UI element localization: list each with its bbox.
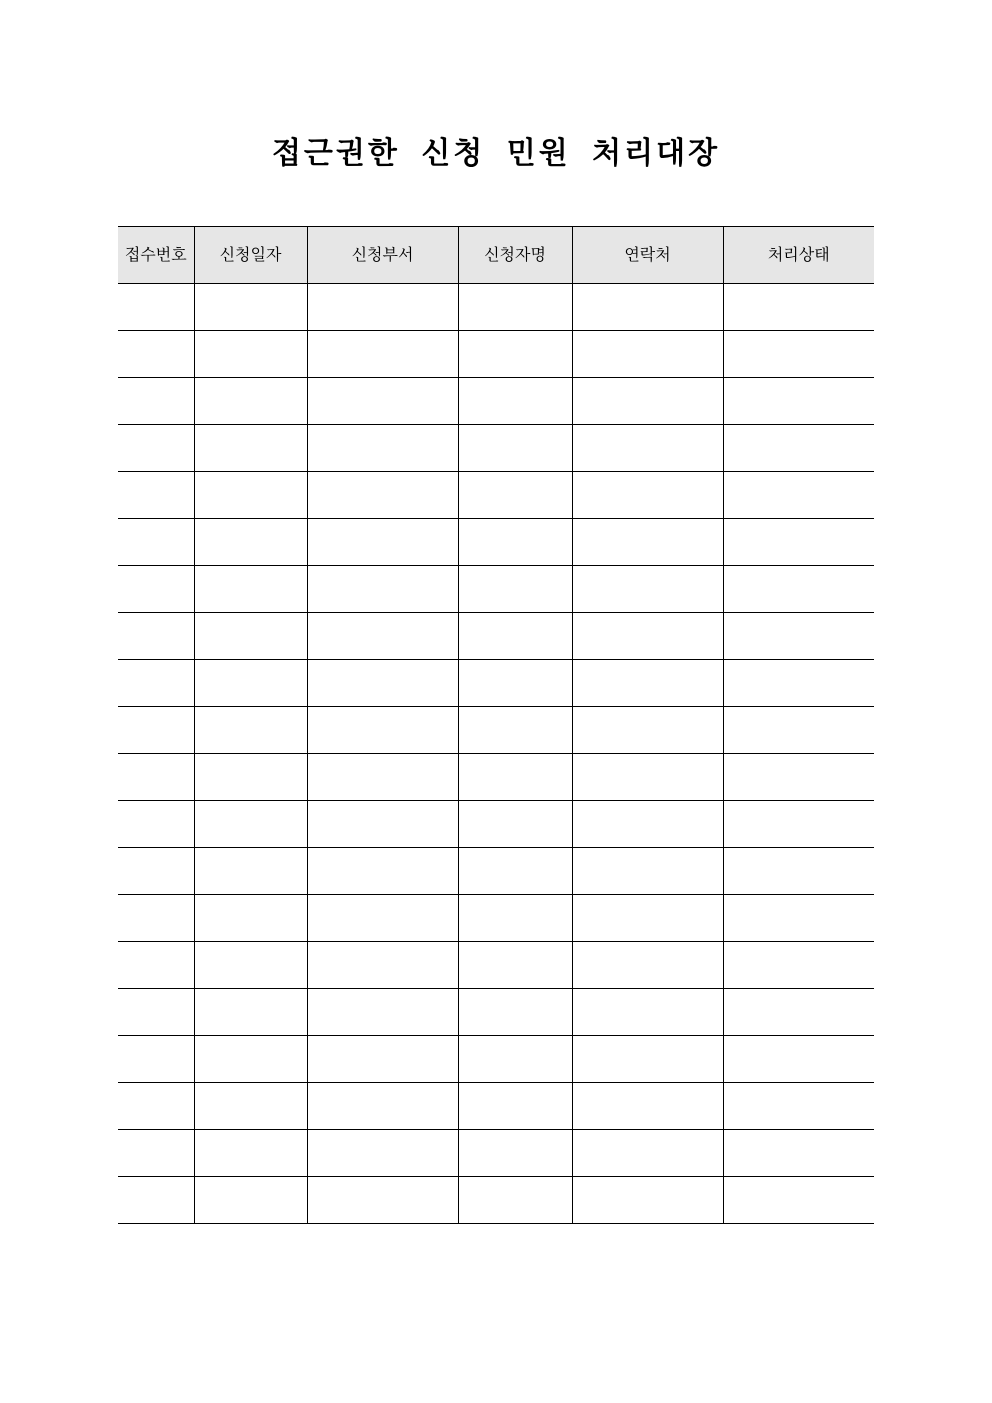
processing-status-cell[interactable] bbox=[723, 660, 874, 707]
requester-name-cell[interactable] bbox=[458, 895, 572, 942]
header-receipt-number: 접수번호 bbox=[118, 227, 194, 284]
table-row bbox=[118, 942, 874, 989]
processing-status-cell[interactable] bbox=[723, 895, 874, 942]
header-request-date: 신청일자 bbox=[194, 227, 307, 284]
request-date-cell[interactable] bbox=[194, 566, 307, 613]
table-row bbox=[118, 472, 874, 519]
request-department-cell[interactable] bbox=[307, 566, 458, 613]
request-date-cell[interactable] bbox=[194, 1036, 307, 1083]
requester-name-cell[interactable] bbox=[458, 1177, 572, 1224]
receipt-number-cell[interactable] bbox=[118, 1130, 194, 1177]
request-department-cell[interactable] bbox=[307, 613, 458, 660]
receipt-number-cell[interactable] bbox=[118, 613, 194, 660]
table-body bbox=[118, 284, 874, 1224]
requester-name-cell[interactable] bbox=[458, 284, 572, 331]
requester-name-cell[interactable] bbox=[458, 942, 572, 989]
request-department-cell[interactable] bbox=[307, 989, 458, 1036]
processing-status-cell[interactable] bbox=[723, 425, 874, 472]
table-row bbox=[118, 331, 874, 378]
contact-cell[interactable] bbox=[572, 331, 723, 378]
request-date-cell[interactable] bbox=[194, 754, 307, 801]
request-date-cell[interactable] bbox=[194, 1083, 307, 1130]
contact-cell[interactable] bbox=[572, 1036, 723, 1083]
request-department-cell[interactable] bbox=[307, 801, 458, 848]
processing-status-cell[interactable] bbox=[723, 331, 874, 378]
table-row bbox=[118, 566, 874, 613]
requester-name-cell[interactable] bbox=[458, 801, 572, 848]
request-department-cell[interactable] bbox=[307, 472, 458, 519]
header-contact: 연락처 bbox=[572, 227, 723, 284]
request-department-cell[interactable] bbox=[307, 848, 458, 895]
receipt-number-cell[interactable] bbox=[118, 331, 194, 378]
processing-status-cell[interactable] bbox=[723, 707, 874, 754]
contact-cell[interactable] bbox=[572, 1177, 723, 1224]
contact-cell[interactable] bbox=[572, 801, 723, 848]
table-row bbox=[118, 519, 874, 566]
requester-name-cell[interactable] bbox=[458, 989, 572, 1036]
receipt-number-cell[interactable] bbox=[118, 425, 194, 472]
receipt-number-cell[interactable] bbox=[118, 895, 194, 942]
requester-name-cell[interactable] bbox=[458, 566, 572, 613]
contact-cell[interactable] bbox=[572, 613, 723, 660]
processing-status-cell[interactable] bbox=[723, 472, 874, 519]
requester-name-cell[interactable] bbox=[458, 331, 572, 378]
processing-status-cell[interactable] bbox=[723, 942, 874, 989]
request-date-cell[interactable] bbox=[194, 378, 307, 425]
receipt-number-cell[interactable] bbox=[118, 660, 194, 707]
request-department-cell[interactable] bbox=[307, 1130, 458, 1177]
table-row bbox=[118, 613, 874, 660]
contact-cell[interactable] bbox=[572, 754, 723, 801]
requester-name-cell[interactable] bbox=[458, 1083, 572, 1130]
request-date-cell[interactable] bbox=[194, 801, 307, 848]
table-row bbox=[118, 284, 874, 331]
processing-status-cell[interactable] bbox=[723, 1177, 874, 1224]
contact-cell[interactable] bbox=[572, 378, 723, 425]
contact-cell[interactable] bbox=[572, 942, 723, 989]
processing-status-cell[interactable] bbox=[723, 566, 874, 613]
request-department-cell[interactable] bbox=[307, 284, 458, 331]
requester-name-cell[interactable] bbox=[458, 519, 572, 566]
request-date-cell[interactable] bbox=[194, 425, 307, 472]
contact-cell[interactable] bbox=[572, 566, 723, 613]
request-date-cell[interactable] bbox=[194, 519, 307, 566]
request-date-cell[interactable] bbox=[194, 707, 307, 754]
header-processing-status: 처리상태 bbox=[723, 227, 874, 284]
request-department-cell[interactable] bbox=[307, 331, 458, 378]
receipt-number-cell[interactable] bbox=[118, 284, 194, 331]
contact-cell[interactable] bbox=[572, 1130, 723, 1177]
request-department-cell[interactable] bbox=[307, 425, 458, 472]
receipt-number-cell[interactable] bbox=[118, 1177, 194, 1224]
table-row bbox=[118, 848, 874, 895]
table-row bbox=[118, 660, 874, 707]
request-date-cell[interactable] bbox=[194, 848, 307, 895]
request-department-cell[interactable] bbox=[307, 942, 458, 989]
processing-status-cell[interactable] bbox=[723, 989, 874, 1036]
request-date-cell[interactable] bbox=[194, 989, 307, 1036]
contact-cell[interactable] bbox=[572, 989, 723, 1036]
contact-cell[interactable] bbox=[572, 284, 723, 331]
page-title: 접근권한 신청 민원 처리대장 bbox=[271, 136, 721, 171]
access-request-ledger-table bbox=[118, 226, 874, 1224]
processing-status-cell[interactable] bbox=[723, 1036, 874, 1083]
processing-status-cell[interactable] bbox=[723, 519, 874, 566]
request-department-cell[interactable] bbox=[307, 1083, 458, 1130]
request-department-cell[interactable] bbox=[307, 1177, 458, 1224]
request-date-cell[interactable] bbox=[194, 660, 307, 707]
request-date-cell[interactable] bbox=[194, 895, 307, 942]
requester-name-cell[interactable] bbox=[458, 1130, 572, 1177]
processing-status-cell[interactable] bbox=[723, 1130, 874, 1177]
contact-cell[interactable] bbox=[572, 660, 723, 707]
table-header-row bbox=[118, 227, 874, 284]
table-row bbox=[118, 895, 874, 942]
receipt-number-cell[interactable] bbox=[118, 942, 194, 989]
request-date-cell[interactable] bbox=[194, 1177, 307, 1224]
table-row bbox=[118, 1130, 874, 1177]
processing-status-cell[interactable] bbox=[723, 754, 874, 801]
contact-cell[interactable] bbox=[572, 519, 723, 566]
request-date-cell[interactable] bbox=[194, 1130, 307, 1177]
requester-name-cell[interactable] bbox=[458, 707, 572, 754]
request-department-cell[interactable] bbox=[307, 660, 458, 707]
table-row bbox=[118, 1036, 874, 1083]
request-date-cell[interactable] bbox=[194, 942, 307, 989]
receipt-number-cell[interactable] bbox=[118, 754, 194, 801]
requester-name-cell[interactable] bbox=[458, 754, 572, 801]
processing-status-cell[interactable] bbox=[723, 378, 874, 425]
contact-cell[interactable] bbox=[572, 472, 723, 519]
receipt-number-cell[interactable] bbox=[118, 1036, 194, 1083]
request-department-cell[interactable] bbox=[307, 1036, 458, 1083]
requester-name-cell[interactable] bbox=[458, 472, 572, 519]
requester-name-cell[interactable] bbox=[458, 378, 572, 425]
contact-cell[interactable] bbox=[572, 848, 723, 895]
table-row bbox=[118, 425, 874, 472]
contact-cell[interactable] bbox=[572, 707, 723, 754]
header-requester-name: 신청자명 bbox=[458, 227, 572, 284]
request-date-cell[interactable] bbox=[194, 472, 307, 519]
table-row bbox=[118, 707, 874, 754]
table-row bbox=[118, 378, 874, 425]
header-request-department: 신청부서 bbox=[307, 227, 458, 284]
request-department-cell[interactable] bbox=[307, 519, 458, 566]
request-department-cell[interactable] bbox=[307, 754, 458, 801]
receipt-number-cell[interactable] bbox=[118, 707, 194, 754]
contact-cell[interactable] bbox=[572, 425, 723, 472]
request-date-cell[interactable] bbox=[194, 331, 307, 378]
processing-status-cell[interactable] bbox=[723, 613, 874, 660]
receipt-number-cell[interactable] bbox=[118, 989, 194, 1036]
contact-cell[interactable] bbox=[572, 895, 723, 942]
receipt-number-cell[interactable] bbox=[118, 1083, 194, 1130]
table-row bbox=[118, 801, 874, 848]
table-row bbox=[118, 1177, 874, 1224]
processing-status-cell[interactable] bbox=[723, 801, 874, 848]
request-department-cell[interactable] bbox=[307, 707, 458, 754]
table-row bbox=[118, 1083, 874, 1130]
contact-cell[interactable] bbox=[572, 1083, 723, 1130]
table-row bbox=[118, 989, 874, 1036]
requester-name-cell[interactable] bbox=[458, 660, 572, 707]
receipt-number-cell[interactable] bbox=[118, 801, 194, 848]
receipt-number-cell[interactable] bbox=[118, 472, 194, 519]
request-department-cell[interactable] bbox=[307, 378, 458, 425]
table-row bbox=[118, 754, 874, 801]
requester-name-cell[interactable] bbox=[458, 1036, 572, 1083]
receipt-number-cell[interactable] bbox=[118, 566, 194, 613]
processing-status-cell[interactable] bbox=[723, 284, 874, 331]
receipt-number-cell[interactable] bbox=[118, 519, 194, 566]
requester-name-cell[interactable] bbox=[458, 848, 572, 895]
request-date-cell[interactable] bbox=[194, 613, 307, 660]
receipt-number-cell[interactable] bbox=[118, 848, 194, 895]
receipt-number-cell[interactable] bbox=[118, 378, 194, 425]
requester-name-cell[interactable] bbox=[458, 613, 572, 660]
processing-status-cell[interactable] bbox=[723, 1083, 874, 1130]
request-department-cell[interactable] bbox=[307, 895, 458, 942]
requester-name-cell[interactable] bbox=[458, 425, 572, 472]
processing-status-cell[interactable] bbox=[723, 848, 874, 895]
request-date-cell[interactable] bbox=[194, 284, 307, 331]
